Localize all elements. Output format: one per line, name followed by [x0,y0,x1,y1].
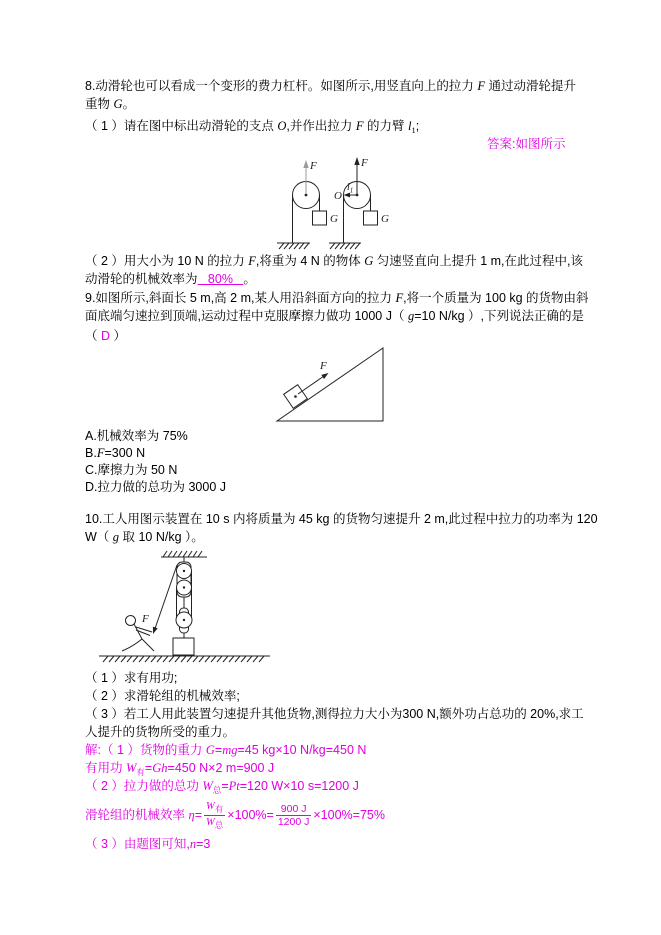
solution-line-4: 滑轮组的机械效率 η= $\frac{W_有}{W_总}$ ×100%= $\frac{900 J}{1200 J}$ ×100%=75% [85,801,385,831]
pull-rope [155,565,178,630]
ground-hatch [279,243,309,249]
lever-arm-label: $l_1$ [347,182,354,195]
q9-option-d: D.拉力做的总功为 3000 J [85,480,227,494]
pulley-system-diagram [95,548,280,663]
q9-intro-line-1: 9.如图所示,斜面长 5 m,高 2 m,某人用沿斜面方向的拉力 F,将一个质量为 100 kg 的货物由斜 [85,291,589,305]
fulcrum-label: O [334,190,342,202]
force-label: F [142,613,149,625]
force-label: F [310,160,317,172]
cargo-block [173,638,194,655]
q9-intro-line-2: 面底端匀速拉到顶端,运动过程中克服摩擦力做功 1000 J（ g=10 N/kg ）,下列说法正确的是 [85,309,585,323]
weight-block [313,211,327,225]
q9-answer-choice: （ D ） [85,329,126,343]
solution-line-3: （ 2 ）拉力做的总功 $W_总=Pt=120$ W×10 s=1200 J [85,779,359,795]
movable-pulley-block [176,608,192,638]
solution-line-5: （ 3 ）由题图可知,n=3 [85,837,211,851]
weight-block [364,211,378,225]
ground-hatch [103,656,264,662]
q10-part1: （ 1 ）求有用功; [85,671,178,685]
solution-line-2: 有用功 $W_有=Gh=450$ N×2 m=900 J [85,761,275,777]
force-arrow-up-icon [303,160,308,168]
ground-hatch [330,243,360,249]
incline-diagram [270,345,400,430]
weight-label: G [330,213,338,225]
q10-part3-line-1: （ 3 ）若工人用此装置匀速提升其他货物,测得拉力大小为300 N,额外功占总功的 20%,求工 [85,707,584,721]
q8-part2: （ 2 ）用大小为 10 N 的拉力 F,将重为 4 N 的物体 G 匀速竖直向上提升 1 m,在此过程中,该 [85,254,583,268]
q8-intro-line-2: 重物 G。 [85,97,136,111]
q10-part2: （ 2 ）求滑轮组的机械效率; [85,689,240,703]
q8-intro-line-1: 8.动滑轮也可以看成一个变形的费力杠杆。如图所示,用竖直向上的拉力 F 通过动滑轮提升 [85,79,576,93]
q8-part1-answer: 答案:如图所示 [487,137,566,151]
weight-label: G [381,213,389,225]
incline-triangle [277,348,383,421]
ceiling-hatch [163,551,202,557]
q8-part2-blank-line: 动滑轮的机械效率为 80% 。 [85,272,256,286]
q10-intro-line-2: W（ g 取 10 N/kg ）。 [85,530,204,544]
q8-part1: （ 1 ）请在图中标出动滑轮的支点 O,并作出拉力 F 的力臂 $l_1$; [85,119,420,135]
q10-intro-line-1: 10.工人用图示装置在 10 s 内将质量为 45 kg 的货物匀速提升 2 m,此过程中拉力的功率为 120 [85,512,598,526]
force-arrow-icon [153,627,158,634]
q9-option-c: C.摩擦力为 50 N [85,463,178,477]
force-arrow-up-icon [354,157,359,165]
worker-figure [122,616,154,652]
q10-part3-line-2: 人提升的货物所受的重力。 [85,725,236,739]
force-label: F [320,360,327,372]
q9-option-b: B.F=300 N [85,446,146,460]
pulley-left [277,160,327,249]
pulley-right-answered [329,157,378,249]
movable-pulley-diagram [258,153,458,255]
force-label: F [361,157,368,169]
solution-line-1: 解:（ 1 ）货物的重力 G=mg=45 kg×10 N/kg=450 N [85,743,367,757]
q9-option-a: A.机械效率为 75% [85,429,188,443]
force-arrow-icon [321,373,328,379]
